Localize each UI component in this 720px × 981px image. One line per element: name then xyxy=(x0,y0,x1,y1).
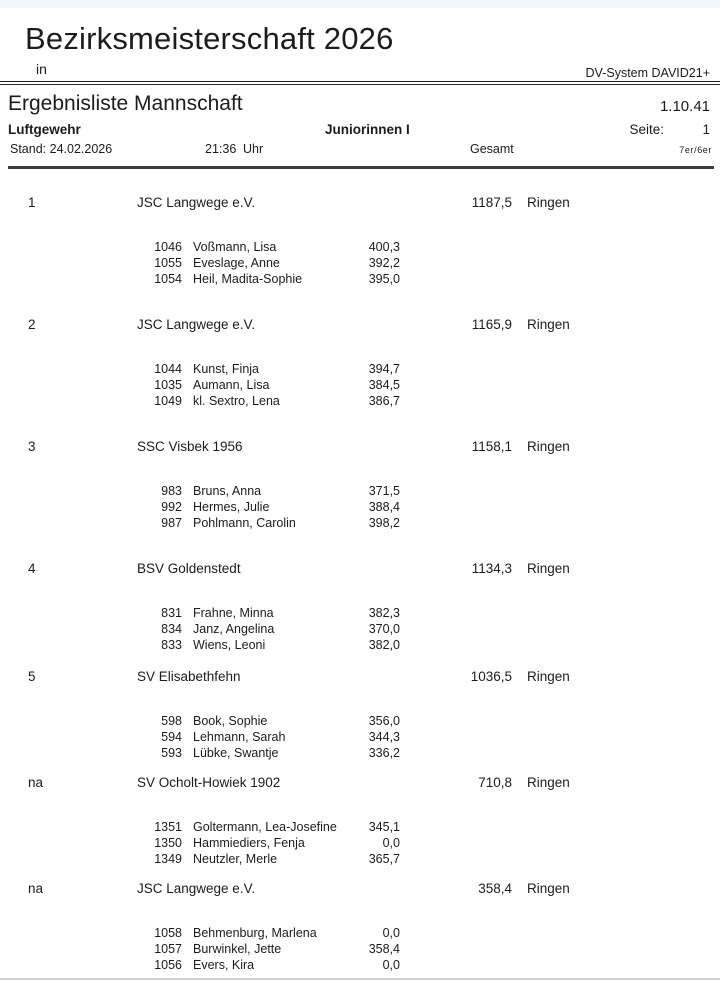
shooter-name: Janz, Angelina xyxy=(193,621,275,636)
shooter-name: Lübke, Swantje xyxy=(193,745,279,760)
score-unit-label: Ringen xyxy=(527,316,570,332)
document-header xyxy=(0,0,720,80)
shooter-score: 388,4 xyxy=(368,499,400,514)
shooter-row xyxy=(0,851,720,867)
team-rank: 3 xyxy=(28,438,36,454)
stand-time: 21:36 xyxy=(205,142,237,156)
team-results-list xyxy=(0,195,720,973)
team-rank: 2 xyxy=(28,316,36,332)
team-header-row xyxy=(0,195,720,211)
team-block xyxy=(0,881,720,973)
shooter-name: Wiens, Leoni xyxy=(193,637,266,652)
shooter-row xyxy=(0,819,720,835)
team-name: JSC Langwege e.V. xyxy=(137,194,256,210)
team-rank: 1 xyxy=(28,194,36,210)
shooter-name: Neutzler, Merle xyxy=(193,851,278,866)
shooter-name: Behmenburg, Marlena xyxy=(193,925,317,940)
shooter-name: Hammiediers, Fenja xyxy=(193,835,305,850)
score-unit-label: Ringen xyxy=(527,668,570,684)
team-block xyxy=(0,775,720,867)
team-block xyxy=(0,669,720,761)
score-unit-label: Ringen xyxy=(527,194,570,210)
shooter-score: 392,2 xyxy=(368,255,400,270)
shooter-row xyxy=(0,255,720,271)
score-unit-label: Ringen xyxy=(527,774,570,790)
shooter-score: 0,0 xyxy=(382,957,400,972)
shooter-list xyxy=(0,239,720,287)
mode-label: Gesamt xyxy=(470,142,514,156)
photo-edge-bottom-line xyxy=(0,978,720,980)
shooter-id: 1351 xyxy=(154,819,182,834)
shooter-id: 1349 xyxy=(154,851,182,866)
stand-date: Stand: 24.02.2026 xyxy=(10,142,113,156)
shooter-id: 594 xyxy=(161,729,182,744)
team-header-row xyxy=(0,881,720,897)
shooter-row xyxy=(0,499,720,515)
team-header-row xyxy=(0,561,720,577)
shooter-name: Voßmann, Lisa xyxy=(193,239,277,254)
shooter-name: Hermes, Julie xyxy=(193,499,270,514)
team-name: SV Ocholt-Howiek 1902 xyxy=(137,774,281,790)
shooter-row xyxy=(0,957,720,973)
team-rank: na xyxy=(28,774,44,790)
shooter-list xyxy=(0,605,720,653)
shooter-row xyxy=(0,361,720,377)
shooter-score: 336,2 xyxy=(368,745,400,760)
shooter-score: 382,0 xyxy=(368,637,400,652)
shooter-id: 833 xyxy=(161,637,182,652)
shooter-name: Eveslage, Anne xyxy=(193,255,280,270)
shooter-id: 1054 xyxy=(154,271,182,286)
shooter-id: 1057 xyxy=(154,941,182,956)
shooter-name: Burwinkel, Jette xyxy=(193,941,282,956)
shooter-list xyxy=(0,483,720,531)
shooter-score: 358,4 xyxy=(368,941,400,956)
team-total-score: 1187,5 xyxy=(471,194,512,210)
shooter-id: 834 xyxy=(161,621,182,636)
shooter-row xyxy=(0,621,720,637)
page-label: Seite: xyxy=(629,122,664,137)
shooter-name: Pohlmann, Carolin xyxy=(193,515,296,530)
shooter-row xyxy=(0,729,720,745)
shooter-score: 395,0 xyxy=(368,271,400,286)
shooter-row xyxy=(0,835,720,851)
shooter-id: 992 xyxy=(161,499,182,514)
shooter-score: 400,3 xyxy=(368,239,400,254)
shooter-name: Bruns, Anna xyxy=(193,483,262,498)
shooter-row xyxy=(0,941,720,957)
team-rank: 5 xyxy=(28,668,36,684)
page-indicator xyxy=(629,122,710,137)
score-unit-label: Ringen xyxy=(527,560,570,576)
shooter-row xyxy=(0,605,720,621)
team-total-score: 1036,5 xyxy=(470,668,512,684)
shooter-name: Book, Sophie xyxy=(193,713,268,728)
shooter-list xyxy=(0,819,720,867)
shooter-id: 983 xyxy=(161,483,182,498)
shooter-row xyxy=(0,925,720,941)
team-block xyxy=(0,195,720,287)
shooter-row xyxy=(0,515,720,531)
shooter-score: 365,7 xyxy=(368,851,400,866)
discipline-label: Luftgewehr xyxy=(8,122,81,137)
shooter-row xyxy=(0,271,720,287)
shooter-score: 394,7 xyxy=(368,361,400,376)
team-total-score: 1134,3 xyxy=(471,560,512,576)
shooter-name: Kunst, Finja xyxy=(193,361,260,376)
report-version: 1.10.41 xyxy=(659,98,710,115)
team-rank: 4 xyxy=(28,560,36,576)
team-name: SV Elisabethfehn xyxy=(137,668,241,684)
team-name: JSC Langwege e.V. xyxy=(137,316,256,332)
shooter-name: Frahne, Minna xyxy=(193,605,274,620)
team-name: BSV Goldenstedt xyxy=(137,560,241,576)
team-total-score: 710,8 xyxy=(478,774,512,790)
shooter-name: Lehmann, Sarah xyxy=(193,729,286,744)
shooter-name: Aumann, Lisa xyxy=(193,377,270,392)
shooter-score: 398,2 xyxy=(368,515,400,530)
page-title: Bezirksmeisterschaft 2026 xyxy=(25,21,394,56)
shooter-score: 382,3 xyxy=(368,605,400,620)
shooter-score: 345,1 xyxy=(368,819,400,834)
table-top-divider xyxy=(8,166,714,169)
shooter-row xyxy=(0,713,720,729)
shooter-score: 356,0 xyxy=(368,713,400,728)
shooter-row xyxy=(0,637,720,653)
team-header-row xyxy=(0,775,720,791)
shooter-score: 0,0 xyxy=(382,925,400,940)
time-unit-label: Uhr xyxy=(243,142,264,156)
dv-system-label: DV-System DAVID21+ xyxy=(585,66,710,80)
shooter-id: 1046 xyxy=(154,239,182,254)
shooter-row xyxy=(0,239,720,255)
shooter-id: 1056 xyxy=(154,957,182,972)
team-rank: na xyxy=(28,880,44,896)
shooter-list xyxy=(0,361,720,409)
shooter-name: Evers, Kira xyxy=(193,957,255,972)
shooter-id: 1035 xyxy=(154,377,182,392)
shooter-name: Goltermann, Lea-Josefine xyxy=(193,819,337,834)
shooter-score: 0,0 xyxy=(382,835,400,850)
shooter-row xyxy=(0,483,720,499)
score-unit-label: Ringen xyxy=(527,880,570,896)
shooter-row xyxy=(0,377,720,393)
team-total-score: 358,4 xyxy=(478,880,512,896)
team-header-row xyxy=(0,317,720,333)
shooter-score: 370,0 xyxy=(368,621,400,636)
shooter-name: kl. Sextro, Lena xyxy=(193,393,280,408)
shooter-score: 386,7 xyxy=(368,393,400,408)
location-line: in xyxy=(36,61,47,77)
shooter-id: 1055 xyxy=(154,255,182,270)
shooter-list xyxy=(0,713,720,761)
shooter-id: 593 xyxy=(161,745,182,760)
shooter-id: 1350 xyxy=(154,835,182,850)
shooter-id: 598 xyxy=(161,713,182,728)
team-block xyxy=(0,439,720,531)
team-header-row xyxy=(0,439,720,455)
team-header-row xyxy=(0,669,720,685)
team-total-score: 1165,9 xyxy=(471,316,512,332)
shooter-score: 384,5 xyxy=(368,377,400,392)
format-label: 7er/6er xyxy=(679,145,712,155)
team-name: SSC Visbek 1956 xyxy=(137,438,243,454)
page-number: 1 xyxy=(702,122,710,137)
shooter-row xyxy=(0,745,720,761)
shooter-id: 831 xyxy=(161,605,182,620)
shooter-id: 1044 xyxy=(154,361,182,376)
team-total-score: 1158,1 xyxy=(471,438,512,454)
shooter-name: Heil, Madita-Sophie xyxy=(193,271,303,286)
report-header xyxy=(0,85,720,160)
team-block xyxy=(0,561,720,653)
score-unit-label: Ringen xyxy=(527,438,570,454)
shooter-score: 344,3 xyxy=(368,729,400,744)
shooter-score: 371,5 xyxy=(368,483,400,498)
shooter-id: 1049 xyxy=(154,393,182,408)
shooter-id: 1058 xyxy=(154,925,182,940)
team-name: JSC Langwege e.V. xyxy=(137,880,256,896)
shooter-row xyxy=(0,393,720,409)
report-name: Ergebnisliste Mannschaft xyxy=(8,92,243,115)
shooter-id: 987 xyxy=(161,515,182,530)
competition-class-label: Juniorinnen I xyxy=(325,122,410,137)
team-block xyxy=(0,317,720,409)
shooter-list xyxy=(0,925,720,973)
